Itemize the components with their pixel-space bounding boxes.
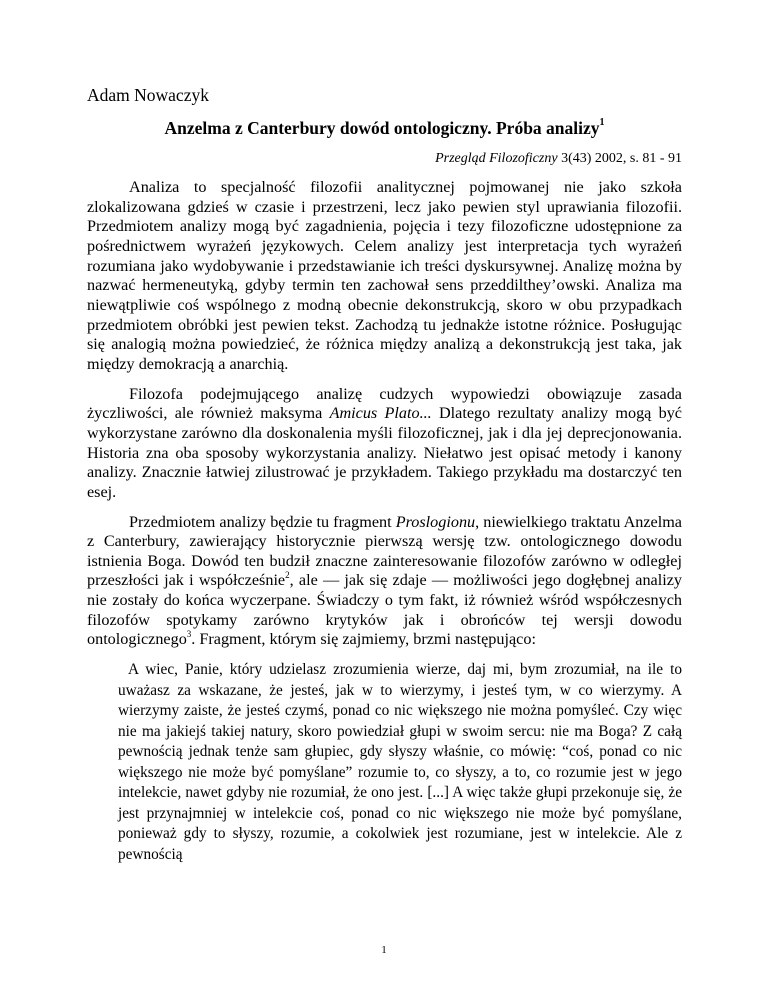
paragraph-2 xyxy=(87,385,682,503)
block-quote: A wiec, Panie, który udzielasz zrozumienia wierze, daj mi, bym zrozumiał, na ile to uważasz za wskazane, że jesteś, jak w to wierzymy, i jesteś tym, w co wierzymy. A wierzymy zaiste, że jesteś czymś, ponad co nic większego nie można pomyśleć. Czy więc nie ma jakiejś takiej natury, skoro powiedział głupi w swoim sercu: nie ma Boga? Z całą pewnością jednak tenże sam głupiec, gdy słyszy właśnie, co mówię: “coś, ponad co nic większego nie może być pomyślane” rozumie to, co słyszy, a to, co rozumie jest w jego intelekcie, nawet gdyby nie rozumiał, że ono jest. [...] A więc także głupi przekonuje się, że jest przynajmniej w intelekcie coś, ponad co nic większego nie może być pomyślane, ponieważ gdy to słyszy, rozumie, a cokolwiek jest rozumiane, jest w intelekcie. Ale z pewnością xyxy=(118,661,682,863)
paragraph-2-emphasis: Amicus Plato... xyxy=(329,404,432,423)
title-footnote-marker: 1 xyxy=(599,117,605,128)
paragraph-3-text-b: , niewielkiego traktatu Anzelma z Canterbury, zawierający historycznie pierwszą wersję tzw. ontologicznego dowodu istnienia Boga. Dowód ten budził znaczne zainteresowanie filozofów zarówno w odległej przeszłości jak i współcześnie xyxy=(87,512,682,590)
footnote-marker-2: 2 xyxy=(285,570,290,581)
paragraph-3-emphasis: Proslogionu xyxy=(395,512,476,531)
paragraph-3-text-c: , ale — jak się zdaje — możliwości jego dogłębnej analizy nie zostały do końca wyczerpane. Świadczy o tym fakt, iż również wśród współczesnych filozofów spotykamy zarówno krytyków jak i obrońców tej wersji dowodu ontologicznego xyxy=(87,571,682,649)
paragraph-1: Analiza to specjalność filozofii analitycznej pojmowanej nie jako szkoła zlokalizowana gdzieś w czasie i przestrzeni, lecz jako pewien styl uprawiania filozofii. Przedmiotem analizy mogą być zagadnienia, pojęcia i tezy filozoficzne udostępnione za pośrednictwem wyrażeń językowych. Celem analizy jest interpretacja tych wyrażeń rozumiana jako wydobywanie i przedstawianie ich treści dyskursywnej. Analizę można by nazwać hermeneutyką, gdyby termin ten zachował sens przeddilthey’owski. Analiza ma niewątpliwie coś wspólnego z modną obecnie dekonstrukcją, skoro w obu przypadkach przedmiotem obróbki jest pewien tekst. Zachodzą tu jednakże istotne różnice. Posługując się analogią można powiedzieć, że różnica między analizą a dekonstrukcją jest taka, jak między demokracją a anarchią. xyxy=(87,178,682,373)
paragraph-3-text-a: Przedmiotem analizy będzie tu fragment xyxy=(129,512,396,531)
paragraph-2-text-b: Dlatego rezultaty analizy mogą być wykorzystane zarówno dla doskonalenia myśli filozoficznej, jak i dla jej deprecjonowania. Historia zna oba sposoby wykorzystania analizy. Niełatwo jest opisać metody i kanony analizy. Znacznie łatwiej zilustrować je przykładem. Takiego przykładu ma dostarczyć ten esej. xyxy=(87,404,682,501)
source-details: 3(43) 2002, s. 81 - 91 xyxy=(561,151,682,166)
page-number: 1 xyxy=(381,944,387,956)
article-body xyxy=(87,178,682,865)
source-citation xyxy=(435,150,682,168)
author-name: Adam Nowaczyk xyxy=(87,85,209,105)
footnote-marker-3: 3 xyxy=(186,629,192,640)
paragraph-3 xyxy=(87,513,682,651)
paragraph-2-text-a: Filozofa podejmującego analizę cudzych wypowiedzi obowiązuje zasada życzliwości, ale również maksyma xyxy=(87,384,682,423)
article-title xyxy=(87,114,682,139)
paragraph-3-text-d: . Fragment, którym się zajmiemy, brzmi następująco: xyxy=(191,630,536,649)
source-journal: Przegląd Filozoficzny xyxy=(435,151,558,166)
title-text: Anzelma z Canterbury dowód ontologiczny. Próba analizy xyxy=(164,117,600,138)
